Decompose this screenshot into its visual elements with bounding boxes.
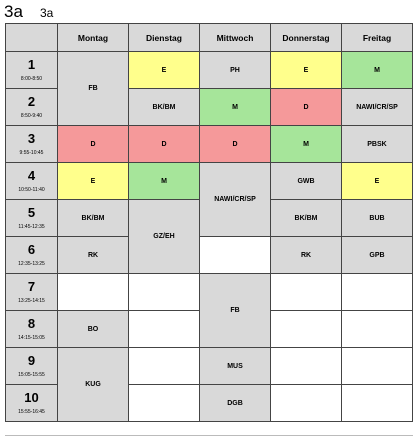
period-number: 7 xyxy=(27,279,36,294)
period-number: 5 xyxy=(27,205,36,220)
lesson-cell: BK/BM xyxy=(129,89,200,126)
lesson-cell: M xyxy=(200,89,271,126)
day-header-tuesday: Dienstag xyxy=(129,24,200,52)
lesson-cell: GWB xyxy=(271,163,342,200)
empty-cell xyxy=(129,274,200,311)
empty-cell xyxy=(271,348,342,385)
empty-cell xyxy=(271,274,342,311)
lesson-cell: BK/BM xyxy=(58,200,129,237)
period-time: 11:45-12:35 xyxy=(18,224,45,230)
period-label-2 xyxy=(6,89,58,126)
lesson-cell: D xyxy=(271,89,342,126)
empty-cell xyxy=(342,385,413,422)
lesson-cell: D xyxy=(129,126,200,163)
period-time: 14:15-15:05 xyxy=(18,335,45,341)
period-row-4 xyxy=(6,163,413,200)
period-time: 8:00-8:50 xyxy=(20,76,43,82)
lesson-cell: FB xyxy=(200,274,271,348)
empty-cell xyxy=(200,237,271,274)
page-title: 3a xyxy=(4,2,23,21)
lesson-cell: NAWI/CR/SP xyxy=(342,89,413,126)
lesson-cell: BO xyxy=(58,311,129,348)
lesson-cell: MUS xyxy=(200,348,271,385)
lesson-cell: D xyxy=(200,126,271,163)
period-label-9 xyxy=(6,348,58,385)
period-number: 9 xyxy=(27,353,36,368)
period-label-4 xyxy=(6,163,58,200)
period-time: 13:25-14:15 xyxy=(18,298,45,304)
day-header-monday: Montag xyxy=(58,24,129,52)
lesson-cell: M xyxy=(342,52,413,89)
empty-cell xyxy=(58,274,129,311)
lesson-cell: RK xyxy=(58,237,129,274)
period-time: 8:50-9:40 xyxy=(20,113,43,119)
lesson-cell: E xyxy=(58,163,129,200)
period-number: 6 xyxy=(27,242,36,257)
lesson-cell: FB xyxy=(58,52,129,126)
lesson-cell: M xyxy=(129,163,200,200)
page-subtitle: 3a xyxy=(40,6,54,20)
period-number: 3 xyxy=(27,131,36,146)
period-time: 10:50-11:40 xyxy=(18,187,45,193)
lesson-cell: GZ/EH xyxy=(129,200,200,274)
period-time: 9:55-10:45 xyxy=(19,150,44,156)
lesson-cell: E xyxy=(271,52,342,89)
bottom-divider xyxy=(5,435,413,436)
period-label-7 xyxy=(6,274,58,311)
period-row-9 xyxy=(6,348,413,385)
empty-cell xyxy=(271,311,342,348)
lesson-cell: KUG xyxy=(58,348,129,422)
period-label-5 xyxy=(6,200,58,237)
period-row-1 xyxy=(6,52,413,89)
lesson-cell: GPB xyxy=(342,237,413,274)
lesson-cell: E xyxy=(129,52,200,89)
period-label-10 xyxy=(6,385,58,422)
period-number: 10 xyxy=(24,390,39,405)
day-header-thursday: Donnerstag xyxy=(271,24,342,52)
period-row-7 xyxy=(6,274,413,311)
lesson-cell: RK xyxy=(271,237,342,274)
period-time: 15:05-15:55 xyxy=(18,372,45,378)
empty-cell xyxy=(342,274,413,311)
lesson-cell: D xyxy=(58,126,129,163)
empty-cell xyxy=(129,311,200,348)
lesson-cell: BUB xyxy=(342,200,413,237)
empty-cell xyxy=(342,311,413,348)
empty-cell xyxy=(129,385,200,422)
lesson-cell: M xyxy=(271,126,342,163)
period-row-3 xyxy=(6,126,413,163)
day-header-wednesday: Mittwoch xyxy=(200,24,271,52)
lesson-cell: PH xyxy=(200,52,271,89)
lesson-cell: E xyxy=(342,163,413,200)
period-time: 15:55-16:45 xyxy=(18,409,45,415)
period-label-8 xyxy=(6,311,58,348)
empty-cell xyxy=(271,385,342,422)
header-row xyxy=(6,24,413,52)
empty-cell xyxy=(129,348,200,385)
lesson-cell: PBSK xyxy=(342,126,413,163)
lesson-cell: BK/BM xyxy=(271,200,342,237)
lesson-cell: DGB xyxy=(200,385,271,422)
period-label-1 xyxy=(6,52,58,89)
period-number: 1 xyxy=(27,57,36,72)
day-header-friday: Freitag xyxy=(342,24,413,52)
period-number: 4 xyxy=(27,168,36,183)
lesson-cell: NAWI/CR/SP xyxy=(200,163,271,237)
period-label-3 xyxy=(6,126,58,163)
corner-cell xyxy=(6,24,58,52)
period-number: 2 xyxy=(27,94,36,109)
period-row-6 xyxy=(6,237,413,274)
period-label-6 xyxy=(6,237,58,274)
period-number: 8 xyxy=(27,316,36,331)
timetable xyxy=(5,23,413,422)
period-time: 12:35-13:25 xyxy=(18,261,45,267)
empty-cell xyxy=(342,348,413,385)
